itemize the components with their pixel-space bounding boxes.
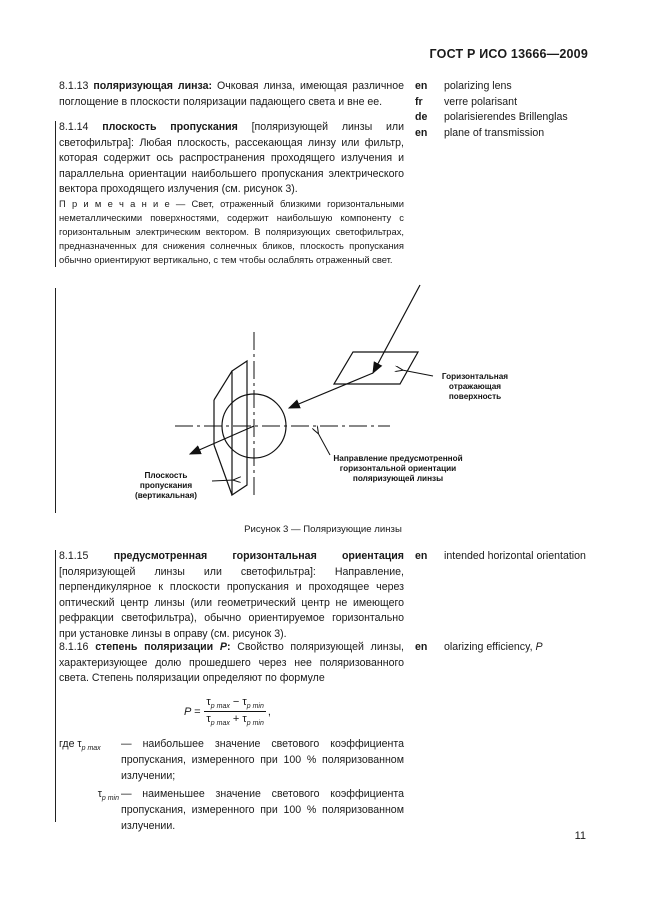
term-definition: Очковая линза, имеющая различное поглощение в плоскости поляризации падающего света и вне ее. [59, 80, 404, 108]
formula: P = $\tau_{p max} - \tau_{p min}$ , $\tau_{p max} + \tau_{p min}$ [184, 696, 271, 728]
translations-8-1-13 [415, 79, 568, 141]
change-marker [55, 121, 56, 267]
term-definition: [поляризующей линзы или светофильтра]: Направление, перпендикулярное к плоскости пропускания и проходящее через оптический центр линзы (или геометрический центр не имеющего рефракции светофильтра), обычно ориентируемое горизонтально при установке линзы в оправу (см. рисунок 3). [59, 565, 404, 640]
term-number: 8.1.16 [59, 641, 89, 653]
term-8-1-16: 8.1.16 степень поляризации P: Свойство поляризующей линзы, характеризующее долю прошедшего через нее поляризованного света. Степень поляризации определяют по формуле [59, 641, 404, 684]
translation-8-1-15: en intended horizontal orientation [415, 550, 586, 562]
label-plane-1: Плоскость [144, 471, 188, 480]
formula-lhs: P = [184, 705, 201, 718]
term-definition: Свойство поляризующей линзы, характеризующее долю прошедшего через нее поляризованного света. Степень поляризации определяют по формуле [59, 641, 404, 684]
document-header: ГОСТ Р ИСО 13666—2009 [429, 47, 588, 61]
change-marker [55, 550, 56, 822]
term-number: 8.1.13 [59, 80, 89, 92]
term-name: поляризующая линза: [93, 80, 213, 92]
where-clause: где $\tau_{p max}$ — наибольшее значение светового коэффициента пропускания, измеренного при 100 % поляризованном излучении; $\tau_{p min}$ — наименьшее значение светового коэффициента пропускания, измеренного при 100 % поляризованном излучении. [59, 738, 404, 832]
label-direction-2: горизонтальной ориентации [339, 464, 457, 473]
note-8-1-14 [59, 197, 404, 267]
translation-8-1-16: en olarizing efficiency, P [415, 641, 543, 653]
figure-polarizing-lens [0, 270, 646, 520]
term-8-1-15 [59, 549, 404, 642]
term-name: предусмотренная горизонтальная ориентация [113, 550, 404, 562]
reflected-ray [289, 373, 373, 408]
where-1-text: — наибольшее значение светового коэффициента пропускания, измеренного при 100 % поляризованном излучении; [121, 738, 404, 782]
where-2-text: — наименьшее значение светового коэффициента пропускания, измеренного при 100 % поляризованном излучении. [121, 788, 404, 832]
term-8-1-14 [59, 120, 404, 198]
label-plane-2: пропускания [139, 481, 193, 490]
page-number: 11 [574, 830, 586, 842]
translation-en: en polarizing lens [415, 80, 512, 92]
label-plane-3: (вертикальная) [134, 491, 198, 500]
term-number: 8.1.14 [59, 121, 89, 133]
term-name: степень поляризации [95, 641, 214, 653]
translation-en-2: en plane of transmission [415, 126, 545, 139]
note-text: — Свет, отраженный близкими горизонтальными неметаллическими поверхностями, содержит наибольшую компоненту с горизонтальным электрическим вектором. В поляризующих светофильтрах, предназначенных для снижения солнечных бликов, плоскость пропускания обычно ориентируют вертикально, с тем чтобы ослаблять отраженный свет. [59, 198, 404, 265]
label-reflecting-2: отражающая [448, 382, 502, 391]
translation-fr: fr verre polarisant [415, 95, 518, 108]
label-direction-1: Направление предусмотренной [333, 454, 463, 463]
label-direction-3: поляризующей линзы [352, 474, 444, 483]
figure-caption: Рисунок 3 — Поляризующие линзы [244, 524, 402, 535]
label-reflecting-1: Горизонтальная [441, 372, 509, 381]
term-8-1-13 [59, 79, 404, 110]
note-label: П р и м е ч а н и е [59, 198, 170, 209]
term-definition: [поляризующей линзы или светофильтра]: Любая плоскость, рассекающая линзу или фильтр, которая содержит ось распространения проходящего излучения и параллельна ориентации наибольшего пропускания электрического вектора проходящего излучения (см. рисунок 3). [59, 121, 405, 195]
label-reflecting-3: поверхность [448, 392, 502, 401]
term-symbol: P [219, 641, 227, 653]
translation-de: de polarisierendes Brillenglas [415, 111, 568, 123]
plane-of-transmission [232, 361, 247, 495]
term-number: 8.1.15 [59, 550, 89, 562]
term-name: плоскость пропускания [102, 121, 238, 133]
